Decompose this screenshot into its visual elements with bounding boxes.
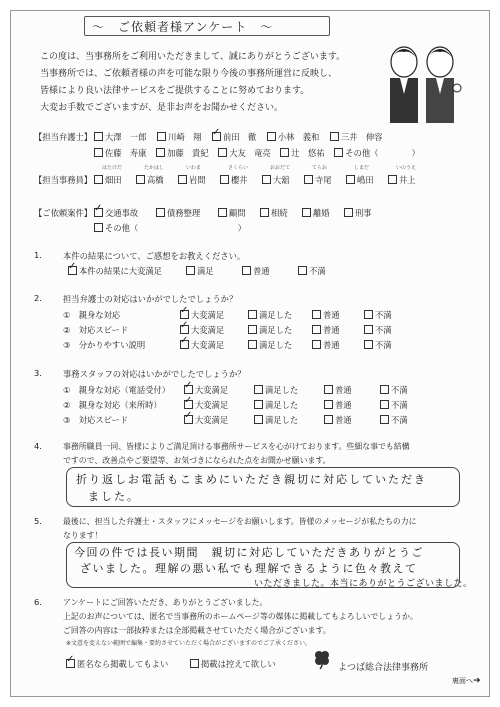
checkbox-checked[interactable] [184, 385, 193, 394]
q3-row-2-options [184, 399, 408, 411]
q2-option[interactable]: ✓ 大変満足 [180, 309, 248, 321]
staff-option[interactable]: 井上 [388, 174, 424, 186]
q5-answer-line-2: ざいました。理解の悪い私でも理解できるように色々教えて [80, 562, 418, 575]
checkbox[interactable] [267, 132, 276, 141]
q3-number: 3. [34, 368, 42, 378]
checkbox[interactable] [218, 208, 227, 217]
q1-option[interactable]: 満足 [186, 265, 242, 277]
q5-number: 5. [34, 516, 42, 526]
arrow-right-icon: ➔ [473, 676, 481, 686]
staff-option[interactable]: 嶋田 [346, 174, 388, 186]
lawyer-option[interactable]: 佐藤 寿康 [94, 148, 147, 158]
lawyer-row-2 [94, 147, 420, 159]
q4-number: 4. [34, 441, 42, 451]
lawyer-option[interactable]: その他（ ） [334, 148, 420, 158]
q3-option[interactable]: 不満 [380, 385, 408, 395]
q2-option[interactable]: 普通 [312, 309, 364, 321]
checkbox[interactable] [242, 266, 251, 275]
q2-option[interactable]: ✓ 大変満足 [180, 324, 248, 336]
q2-text: 担当弁護士の対応はいかがでしたでしょうか？ [63, 294, 238, 304]
checkbox[interactable] [298, 266, 307, 275]
checkbox[interactable] [94, 175, 103, 184]
staff-option[interactable]: 高橋 [136, 174, 178, 186]
q3-option[interactable]: 普通 [324, 384, 380, 396]
case-row-1 [94, 207, 372, 219]
lawyer-illustration [378, 38, 468, 128]
q2-number: 2. [34, 293, 42, 303]
q1-option[interactable]: 不満 [298, 266, 326, 276]
q3-option[interactable]: 満足した [254, 414, 324, 426]
checkbox[interactable] [380, 385, 389, 394]
page-title: ～ ご依頼者様アンケート ～ [92, 20, 274, 34]
lawyer-option[interactable]: 川崎 翔 [157, 132, 201, 142]
case-option[interactable]: 顧問 [218, 207, 260, 219]
q1-options [68, 265, 326, 277]
case-option[interactable]: 刑事 [344, 208, 372, 218]
q3-option[interactable]: ✓ 大変満足 [184, 399, 254, 411]
staff-furigana-row: はたけだ たかはし いわま さくらい おおだて てらお しまだ いのうえ [102, 165, 417, 171]
q2-row-2-label: ② 対応スピード [63, 325, 129, 335]
case-row-2[interactable]: その他（ ） [94, 222, 246, 234]
case-option[interactable]: 相続 [260, 207, 302, 219]
checkbox[interactable] [136, 175, 145, 184]
q2-row-2-options [180, 324, 392, 336]
q3-option[interactable]: 普通 [324, 399, 380, 411]
checkbox[interactable] [254, 415, 263, 424]
checkbox[interactable] [312, 340, 321, 349]
checkbox[interactable] [334, 148, 343, 157]
checkbox[interactable] [248, 310, 257, 319]
checkbox[interactable] [346, 175, 355, 184]
checkbox[interactable] [324, 385, 333, 394]
q5-answer-line-3: いただきました。本当にありがとうございました。 [254, 579, 473, 589]
q2-option[interactable]: ✓ 大変満足 [180, 339, 248, 351]
q2-option[interactable]: 普通 [312, 324, 364, 336]
lawyer-label: 【担当弁護士】 [34, 132, 93, 142]
checkbox[interactable] [157, 132, 166, 141]
checkbox[interactable] [178, 175, 187, 184]
q3-option[interactable]: ✓ 大変満足 [184, 384, 254, 396]
checkbox[interactable] [364, 340, 373, 349]
q6-number: 6. [34, 597, 42, 607]
checkbox[interactable] [262, 175, 271, 184]
staff-row [94, 174, 424, 186]
checkbox[interactable] [380, 400, 389, 409]
checkbox[interactable] [260, 208, 269, 217]
q2-option[interactable]: 満足した [248, 339, 312, 351]
checkbox[interactable] [248, 340, 257, 349]
checkbox-checked[interactable] [68, 266, 77, 275]
checkbox[interactable] [330, 132, 339, 141]
staff-option[interactable]: 畑田 [94, 174, 136, 186]
checkbox[interactable] [156, 208, 165, 217]
checkbox[interactable] [156, 148, 165, 157]
checkbox[interactable] [344, 208, 353, 217]
q2-option[interactable]: 不満 [364, 340, 392, 350]
q3-row-2-label: ② 親身な対応（来所時） [63, 400, 162, 410]
q1-number: 1. [34, 250, 42, 260]
checkbox-checked[interactable] [94, 208, 103, 217]
checkbox[interactable] [190, 659, 199, 668]
q2-option[interactable]: 不満 [364, 325, 392, 335]
clover-logo-icon [311, 648, 333, 670]
case-option[interactable]: 離婚 [302, 207, 344, 219]
checkbox[interactable] [324, 400, 333, 409]
checkbox[interactable] [388, 175, 397, 184]
q1-text: 本件の結果について、ご感想をお教えください。 [63, 251, 246, 261]
intro-line-4: 大変お手数でございますが、是非お声をお聞かせください。 [40, 103, 284, 113]
checkbox-checked[interactable] [66, 659, 75, 668]
q2-row-3-label: ③ 分かりやすい説明 [63, 340, 146, 350]
q2-option[interactable]: 満足した [248, 324, 312, 336]
q3-option[interactable]: 普通 [324, 414, 380, 426]
checkbox-checked[interactable] [212, 132, 221, 141]
q1-option[interactable]: 普通 [242, 265, 298, 277]
lawyer-option[interactable]: 辻 悠祐 [280, 148, 324, 158]
checkbox-checked[interactable] [184, 415, 193, 424]
lawyer-option[interactable]: 三井 伸容 [330, 132, 383, 142]
staff-option[interactable]: 大舘 [262, 174, 304, 186]
q3-option[interactable]: 不満 [380, 415, 408, 425]
q6-line-2: 上記のお声については、匿名で当事務所のホームページ等の媒体に掲載してもよろしいでしょうか。 [63, 612, 418, 621]
checkbox[interactable] [94, 132, 103, 141]
checkbox[interactable] [312, 325, 321, 334]
q2-row-3-options [180, 339, 392, 351]
checkbox[interactable] [248, 325, 257, 334]
checkbox[interactable] [220, 175, 229, 184]
checkbox[interactable] [364, 310, 373, 319]
lawyer-option[interactable]: 小林 義和 [267, 132, 320, 142]
q3-option[interactable]: 満足した [254, 384, 324, 396]
checkbox-checked[interactable] [180, 310, 189, 319]
intro-line-3: 皆様により良い法律サービスをご提供することに努めております。 [40, 86, 310, 96]
checkbox[interactable] [312, 310, 321, 319]
q4-answer-line-2: ました。 [88, 490, 140, 503]
checkbox[interactable] [94, 223, 103, 232]
checkbox[interactable] [218, 148, 227, 157]
staff-option[interactable]: 寺尾 [304, 174, 346, 186]
q6-line-3: ご回答の内容は一部抜粋または全部掲載させていただく場合がございます。 [63, 626, 331, 635]
checkbox[interactable] [254, 385, 263, 394]
lawyer-option[interactable]: ✓ 前田 徹 [212, 132, 256, 142]
intro-line-1: この度は、当事務所をご利用いただきまして、誠にありがとうございます。 [40, 52, 346, 62]
case-option[interactable]: ✓ 交通事故 [94, 207, 156, 219]
checkbox[interactable] [280, 148, 289, 157]
consent-option-anonymous[interactable]: ✓匿名なら掲載してもよい [66, 658, 168, 670]
q4-line-2: ですので、改善点やご要望等、お気づきになられた点をお聞かせ願います。 [63, 456, 331, 465]
q2-option[interactable]: 満足した [248, 309, 312, 321]
q3-row-1-options [184, 384, 408, 396]
checkbox[interactable] [304, 175, 313, 184]
lawyer-option[interactable]: 大友 竜亮 [218, 148, 271, 158]
q3-option[interactable]: 満足した [254, 399, 324, 411]
q3-row-1-label: ① 親身な対応（電話受付） [63, 385, 171, 395]
case-option[interactable]: 債務整理 [156, 207, 218, 219]
checkbox[interactable] [364, 325, 373, 334]
q3-option[interactable]: 不満 [380, 400, 408, 410]
q2-row-1-options [180, 309, 392, 321]
firm-name: よつば総合法律事務所 [338, 663, 429, 673]
q4-line-1: 事務所職員一同、皆様によりご満足頂ける事務所サービスを心がけております。些細な事でも結構 [63, 442, 410, 451]
checkbox[interactable] [302, 208, 311, 217]
checkbox[interactable] [380, 415, 389, 424]
case-label: 【ご依頼案件】 [34, 208, 93, 218]
checkbox[interactable] [254, 400, 263, 409]
consent-option-decline[interactable]: 掲載は控えて欲しい [190, 658, 276, 670]
intro-line-2: 当事務所では、ご依頼者様の声を可能な限り今後の事務所運営に反映し、 [40, 69, 338, 79]
lawyer-option[interactable]: 加藤 貴紀 [156, 148, 209, 158]
q2-option[interactable]: 不満 [364, 310, 392, 320]
staff-label: 【担当事務員】 [34, 175, 93, 185]
checkbox-checked[interactable] [180, 340, 189, 349]
checkbox[interactable] [324, 415, 333, 424]
checkbox-checked[interactable] [184, 400, 193, 409]
q5-answer-line-1: 今回の件では長い期間 親切に対応していただきありがとうご [74, 546, 424, 559]
next-page-link[interactable]: 裏面へ➔ [452, 676, 481, 686]
q1-option[interactable]: ✓本件の結果に大変満足 [68, 265, 186, 277]
checkbox[interactable] [94, 148, 103, 157]
q3-row-3-label: ③ 対応スピード [63, 415, 129, 425]
q5-line-1: 最後に、担当した弁護士・スタッフにメッセージをお願いします。皆様のメッセージが私たちの力に [63, 517, 417, 526]
q3-row-3-options [184, 414, 408, 426]
q6-note: ※文意を変えない範囲で編集・要約させていただく場合がございますのでご了承ください。 [66, 640, 312, 647]
q4-answer-line-1: 折り返しお電話もこまめにいただき親切に対応していただき [76, 473, 427, 486]
q6-line-1: アンケートにご回答いただき、ありがとうございました。 [63, 598, 268, 607]
lawyer-option[interactable]: 大澤 一郎 [94, 132, 147, 142]
q5-line-2: なります！ [63, 531, 103, 540]
q3-text: 事務スタッフの対応はいかがでしたでしょうか？ [63, 369, 246, 379]
checkbox-checked[interactable] [180, 325, 189, 334]
checkbox[interactable] [186, 266, 195, 275]
staff-option[interactable]: 岩間 [178, 174, 220, 186]
q2-row-1-label: ① 親身な対応 [63, 310, 121, 320]
lawyer-row-1 [94, 131, 382, 143]
staff-option[interactable]: 櫻井 [220, 174, 262, 186]
q2-option[interactable]: 普通 [312, 339, 364, 351]
q3-option[interactable]: ✓ 大変満足 [184, 414, 254, 426]
